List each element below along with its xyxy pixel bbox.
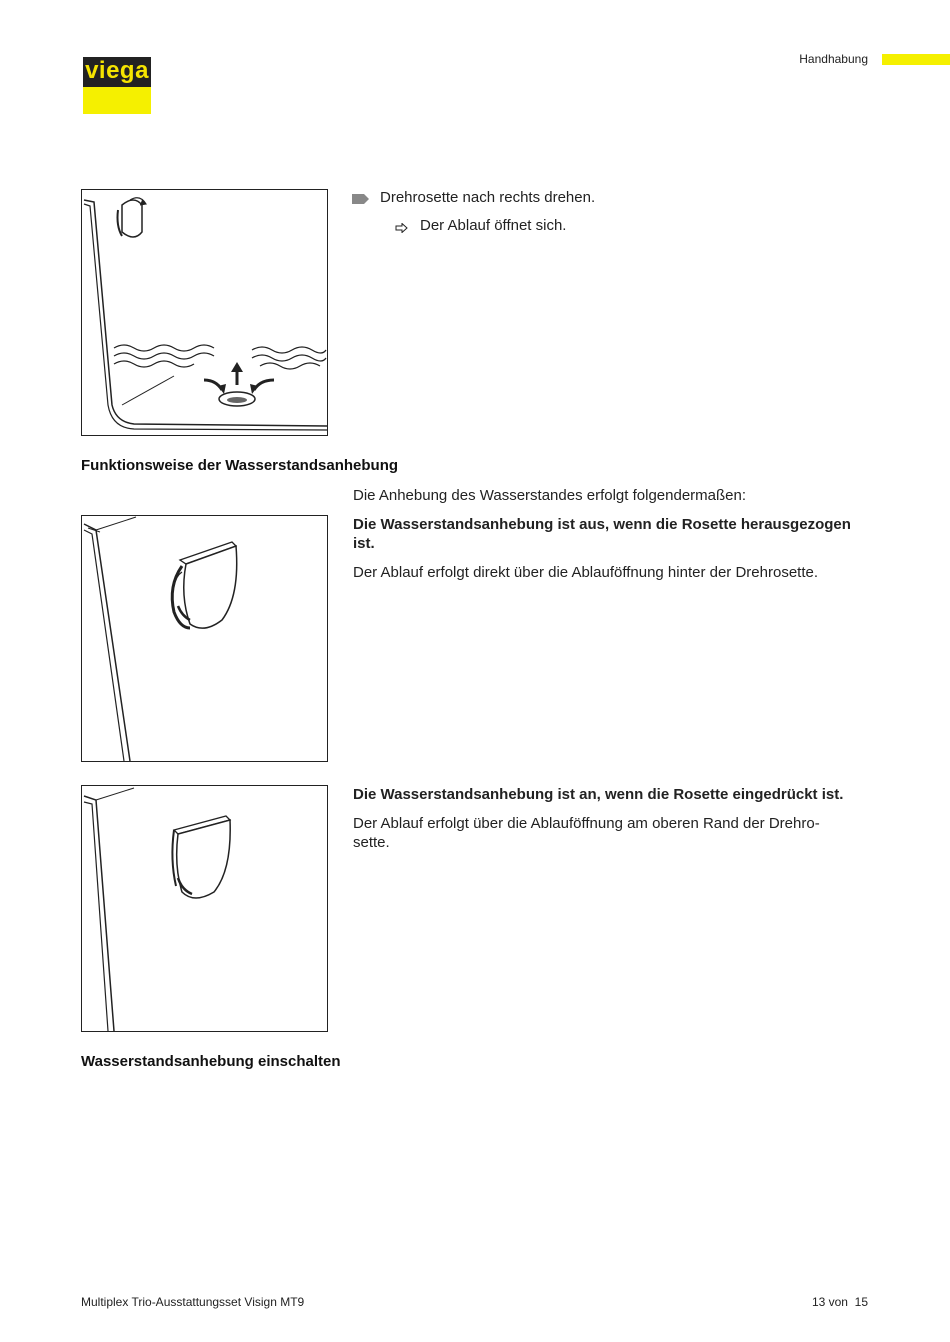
footer-doc-title: Multiplex Trio-Ausstattungsset Visign MT9 xyxy=(81,1295,305,1309)
figure-rosette-pressed-in xyxy=(81,785,328,1032)
rosette-icon xyxy=(118,198,147,237)
enable-heading: Wasserstandsanhebung einschalten xyxy=(81,1053,341,1070)
on-text-line1: Der Ablauf erfolgt über die Ablauföffnung am oberen Rand der Drehro- xyxy=(353,815,820,832)
figure-rosette-pulled-out xyxy=(81,515,328,762)
function-heading: Funktionsweise der Wasserstandsanhebung xyxy=(81,457,399,474)
figure-drain-opening xyxy=(81,189,328,436)
rosette-icon xyxy=(172,816,230,898)
header-accent-bar xyxy=(882,54,950,65)
step-marker-icon xyxy=(352,192,366,202)
off-title-line2: ist. xyxy=(353,535,375,552)
on-title: Die Wasserstandsanhebung ist an, wenn die Rosette eingedrückt ist. xyxy=(353,786,844,803)
step-action: Drehrosette nach rechts drehen. xyxy=(380,189,596,206)
off-title-line1: Die Wasserstandsanhebung ist aus, wenn die Rosette herausgezogen xyxy=(353,516,851,533)
logo-accent-bar xyxy=(83,87,151,114)
result-arrow-icon xyxy=(395,220,409,238)
section-label: Handhabung xyxy=(799,52,868,66)
footer-page-number: 13 von 15 xyxy=(811,1295,868,1309)
step-result: Der Ablauf öffnet sich. xyxy=(420,217,567,234)
off-text: Der Ablauf erfolgt direkt über die Ablauföffnung hinter der Drehrosette. xyxy=(353,564,819,581)
function-intro: Die Anhebung des Wasserstandes erfolgt folgendermaßen: xyxy=(353,487,747,504)
rosette-icon xyxy=(172,542,237,628)
logo-text: viega xyxy=(85,57,149,84)
on-text-line2: sette. xyxy=(353,834,390,851)
